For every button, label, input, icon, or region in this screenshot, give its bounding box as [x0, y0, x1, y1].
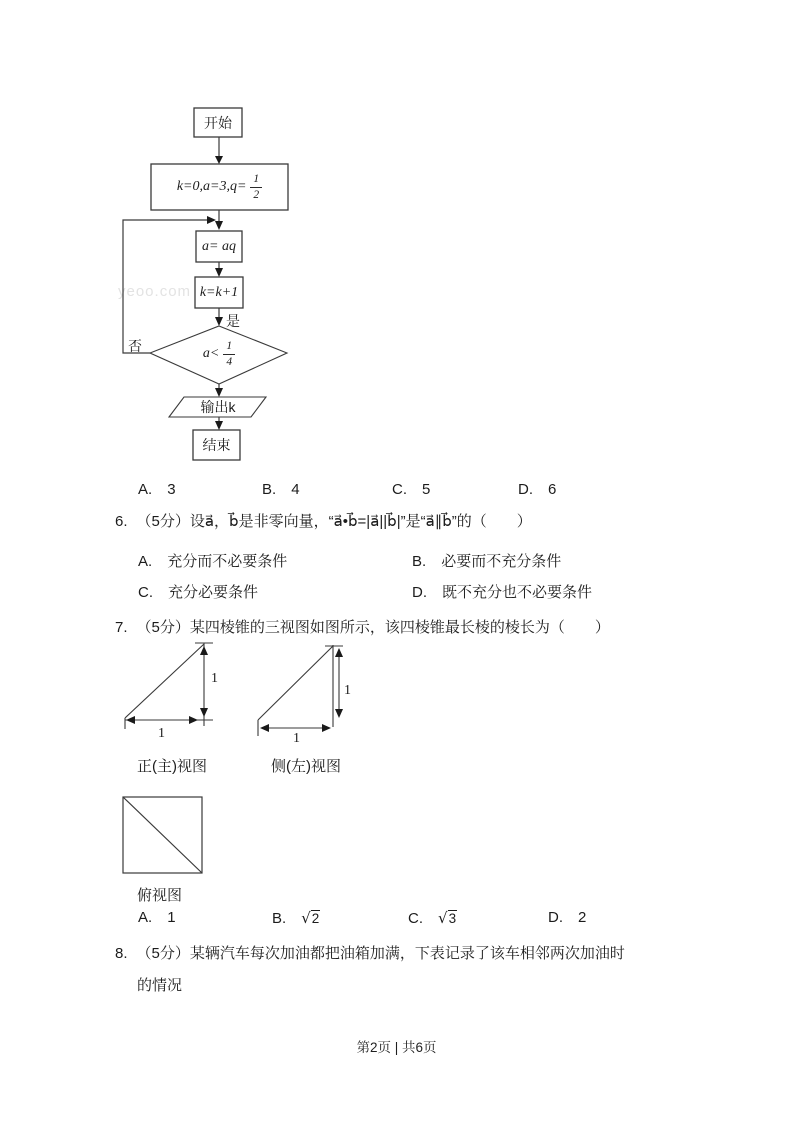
- footer-page: 第2页: [356, 1040, 391, 1055]
- radical-sign: √: [438, 909, 448, 927]
- side-view-lines: [258, 645, 343, 736]
- flow-assign-a-label: a= aq: [202, 238, 236, 254]
- q6-number: 6.: [115, 513, 128, 530]
- arrowhead: [215, 156, 223, 164]
- footer-total: 共6页: [402, 1040, 437, 1055]
- q7-option-a: A. 1: [138, 909, 176, 926]
- condition-expression: a<: [202, 346, 220, 361]
- arrowhead: [200, 708, 208, 717]
- q7-score: （5分）: [136, 619, 190, 636]
- arrowhead: [126, 716, 135, 724]
- q8-score: （5分）: [136, 945, 190, 962]
- q6-heading: [115, 510, 532, 531]
- flow-condition-label: [150, 328, 288, 380]
- q6-score: （5分）: [136, 513, 190, 530]
- q8-heading: [115, 942, 625, 963]
- flow-yes-label: 是: [226, 313, 240, 329]
- arrowhead: [189, 716, 198, 724]
- arrowhead: [215, 421, 223, 430]
- option-value: 4: [291, 481, 300, 498]
- arrowhead: [335, 709, 343, 718]
- q7-front-view-arrowheads: [126, 646, 208, 724]
- option-value: 充分必要条件: [168, 584, 259, 601]
- q7-side-view-arrowheads: [260, 648, 343, 732]
- flow-output-label: 输出k: [200, 399, 236, 415]
- radical-sign: √: [301, 909, 311, 927]
- q8-text-line2: 的情况: [137, 977, 183, 994]
- option-value: 1: [167, 909, 176, 926]
- option-value: 3: [448, 911, 457, 926]
- front-view-label: 正(主)视图: [137, 758, 207, 775]
- front-view-height-dim: 1: [211, 671, 218, 686]
- q7-top-view-figure: [123, 797, 202, 873]
- q8-text-line1: 某辆汽车每次加油都把油箱加满，下表记录了该车相邻两次加油时: [189, 945, 625, 962]
- flow-assign-k-label: k=k+1: [199, 284, 239, 300]
- arrowhead: [322, 724, 331, 732]
- q6-text: 设a⃗，b⃗是非零向量，“a⃗•b⃗=|a⃗||b⃗|”是“a⃗∥b⃗”的（ ）: [189, 513, 532, 530]
- option-value: 既不充分也不必要条件: [442, 584, 593, 601]
- q6-option-d: D. 既不充分也不必要条件: [412, 581, 592, 602]
- top-view-label: 俯视图: [137, 887, 183, 904]
- flow-init-label: [151, 164, 288, 210]
- q7-option-c: C. √ 3: [408, 909, 457, 927]
- arrowhead: [215, 221, 223, 230]
- front-view-lines: [125, 643, 213, 729]
- arrowhead: [215, 268, 223, 277]
- fraction-one-quarter: $\frac{1}{4}$: [223, 340, 235, 367]
- arrowhead: [260, 724, 269, 732]
- q7-option-d: D. 2: [548, 909, 587, 926]
- q5-option-b: B. 4: [262, 481, 300, 498]
- side-view-label: 侧(左)视图: [271, 758, 341, 775]
- fraction-one-half: $\frac{1}{2}$: [250, 173, 262, 200]
- q8-number: 8.: [115, 945, 128, 962]
- q7-text: 某四棱锥的三视图如图所示，该四棱锥最长棱的棱长为（ ）: [189, 619, 610, 636]
- watermark: yeoo.com: [118, 283, 192, 300]
- q7-side-view-figure: [258, 645, 343, 736]
- arrowhead: [207, 216, 216, 224]
- arrowhead: [335, 648, 343, 657]
- flow-no-label: 否: [128, 338, 142, 354]
- flow-end-label: 结束: [202, 437, 231, 453]
- side-view-width-dim: 1: [293, 731, 300, 746]
- page-footer: [0, 1036, 793, 1056]
- option-value: 5: [422, 481, 431, 498]
- q5-option-c: C. 5: [392, 481, 431, 498]
- option-value: 必要而不充分条件: [441, 553, 562, 570]
- front-view-width-dim: 1: [158, 726, 165, 741]
- footer-separator: |: [394, 1040, 399, 1055]
- option-value: 充分而不必要条件: [167, 553, 288, 570]
- q7-heading: [115, 616, 610, 637]
- q5-option-a: A. 3: [138, 481, 176, 498]
- option-value: 3: [167, 481, 176, 498]
- q6-option-c: C. 充分必要条件: [138, 581, 258, 602]
- q5-option-d: D. 6: [518, 481, 557, 498]
- top-view-diagonal: [123, 797, 202, 873]
- side-view-height-dim: 1: [344, 683, 351, 698]
- option-value: 2: [578, 909, 587, 926]
- option-value: 2: [311, 911, 320, 926]
- arrowhead: [215, 317, 223, 326]
- q7-option-b: B. √ 2: [272, 909, 320, 927]
- q7-number: 7.: [115, 619, 128, 636]
- q7-front-view-figure: [125, 643, 213, 729]
- flow-start-label: 开始: [204, 114, 232, 131]
- q6-option-a: A. 充分而不必要条件: [138, 550, 287, 571]
- option-value: 6: [548, 481, 557, 498]
- q6-option-b: B. 必要而不充分条件: [412, 550, 561, 571]
- init-expression: k=0,a=3,q=: [176, 179, 247, 194]
- arrowhead: [215, 388, 223, 397]
